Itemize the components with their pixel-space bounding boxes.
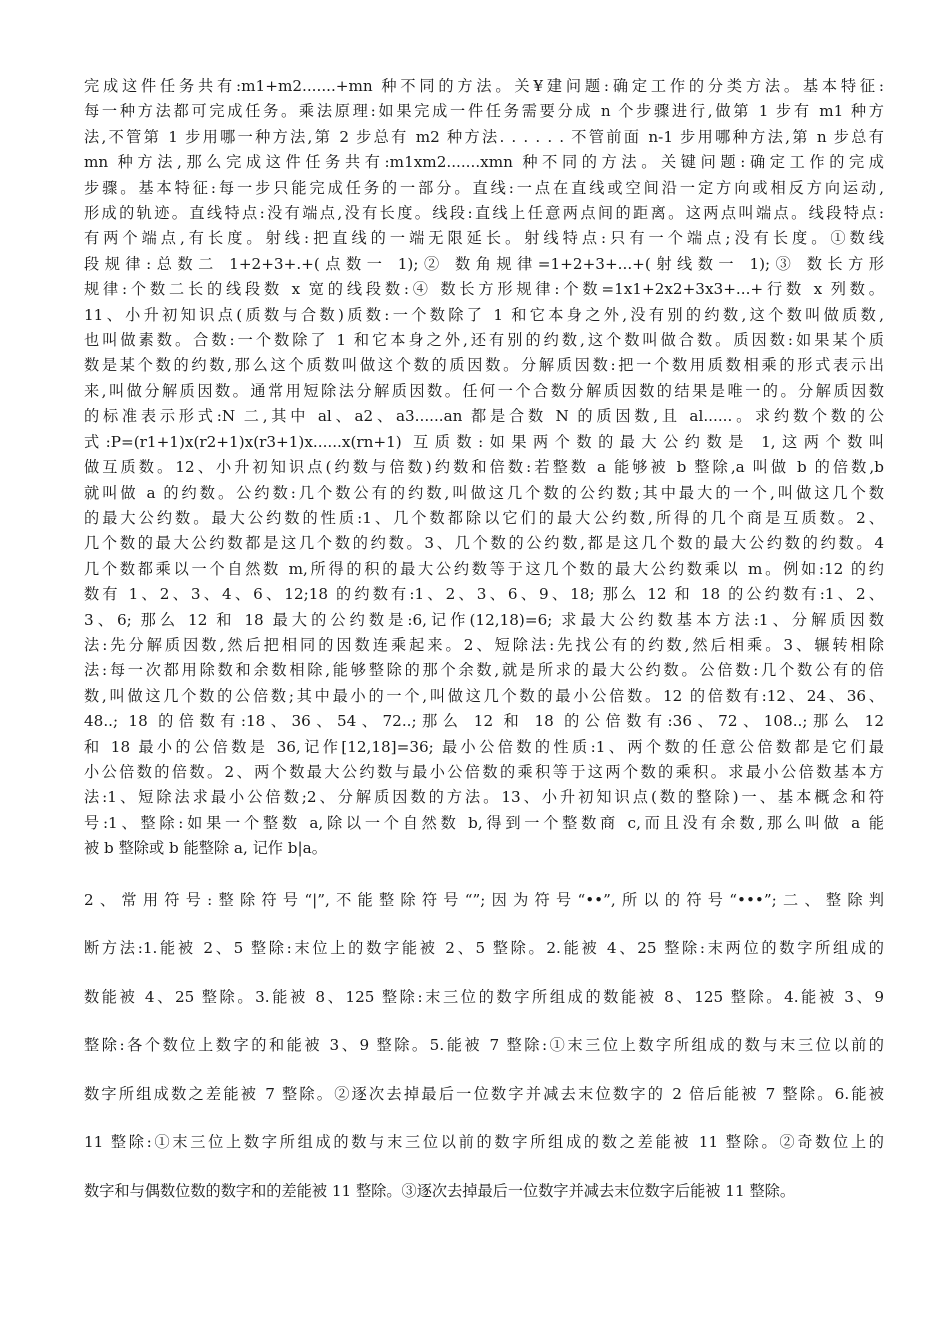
text-line: 数能被 4、25 整除。3.能被 8、125 整除:末三位的数字所组成的数能被 8、125 整除。4.能被 3、9 [84,987,884,1006]
text-line: 断方法:1.能被 2、5 整除:末位上的数字能被 2、5 整除。2.能被 4、25 整除:末两位的数字所组成的 [84,939,884,958]
text-line: 数,叫做这几个数的公倍数;其中最小的一个,叫做这几个数的最小公倍数。12 的倍数有:12、24、36、 [84,686,884,705]
text-line: 几个数的最大公约数都是这几个数的约数。3、几个数的公约数,都是这几个数的最大公约数的约数。4 [84,534,884,553]
text-line: 也叫做素数。合数:一个数除了 1 和它本身之外,还有别的约数,这个数叫做合数。质因数:如果某个质 [84,331,884,350]
text-line: 11 整除:①末三位上数字所组成的数与末三位以前的数字所组成的数之差能被 11 整除。②奇数位上的 [84,1133,884,1152]
text-line: 规律:个数二长的线段数 x 宽的线段数:④ 数长方形规律:个数=1x1+2x2+3x3+...+行数 x 列数。 [84,280,884,299]
text-line: 法,不管第 1 步用哪一种方法,第 2 步总有 m2 种方法. . . . . . 不管前面 n-1 步用哪种方法,第 n 步总有 [84,127,884,146]
text-line: 做互质数。12、小升初知识点(约数与倍数)约数和倍数:若整数 a 能够被 b 整除,a 叫做 b 的倍数,b [84,458,884,477]
text-line: 就叫做 a 的约数。公约数:几个数公有的约数,叫做这几个数的公约数;其中最大的一个,叫做这几个数 [84,483,884,502]
text-line: 步骤。基本特征:每一步只能完成任务的一部分。直线:一点在直线或空间沿一定方向或相反方向运动, [84,178,884,197]
document-page [84,74,884,1215]
text-line: 有两个端点,有长度。射线:把直线的一端无限延长。射线特点:只有一个端点;没有长度。①数线 [84,229,884,248]
text-line: 和 18 最小的公倍数是 36,记作[12,18]=36; 最小公倍数的性质:1、两个数的任意公倍数都是它们最 [84,737,884,756]
text-line: 几个数都乘以一个自然数 m,所得的积的最大公约数等于这几个数的最大公约数乘以 m。例如:12 的约 [84,559,884,578]
text-line: 的标准表示形式:N 二,其中 al、a2、a3......an 都是合数 N 的质因数,且 al......。求约数个数的公 [84,407,884,426]
text-line: 数是某个数的约数,那么这个质数叫做这个数的质因数。分解质因数:把一个数用质数相乘的形式表示出 [84,356,884,375]
text-line: 小公倍数的倍数。2、两个数最大公约数与最小公倍数的乘积等于这两个数的乘积。求最小公倍数基本方 [84,762,884,781]
text-line: 整除:各个数位上数字的和能被 3、9 整除。5.能被 7 整除:①末三位上数字所组成的数与末三位以前的 [84,1036,884,1055]
text-line: 完成这件任务共有:m1+m2.......+mn 种不同的方法。关¥建问题:确定工作的分类方法。基本特征: [84,77,884,95]
text-line: 被 b 整除或 b 能整除 a, 记作 b|a。 [84,839,327,858]
text-line: 数有 1、2、3、4、6、12;18 的约数有:1、2、3、6、9、18; 那么 12 和 18 的公约数有:1、2、 [84,585,884,604]
dense-text-block [84,74,884,862]
text-line: 号:1、整除:如果一个整数 a,除以一个自然数 b,得到一个整数商 c,而且没有余数,那么叫做 a 能 [84,813,884,832]
text-line: 段规律:总数二 1+2+3+.+(点数一 1);② 数角规律=1+2+3+...+(射线数一 1);③ 数长方形 [84,254,884,273]
text-line: 的最大公约数。最大公约数的性质:1、几个数都除以它们的最大公约数,所得的几个商是互质数。2、 [84,508,884,527]
text-line: 来,叫做分解质因数。通常用短除法分解质因数。任何一个合数分解质因数的结果是唯一的。分解质因数 [84,381,884,400]
text-line: 式:P=(r1+1)x(r2+1)x(r3+1)x......x(rn+1) 互质数:如果两个数的最大公约数是 1,这两个数叫 [84,432,884,451]
sparse-text-block [84,876,884,1216]
text-line: 法:1、短除法求最小公倍数;2、分解质因数的方法。13、小升初知识点(数的整除)一、基本概念和符 [84,788,884,807]
text-line: 数字和与偶数位数的数字和的差能被 11 整除。③逐次去掉最后一位数字并减去末位数字后能被 11 整除。 [84,1181,796,1200]
text-line: 法:每一次都用除数和余数相除,能够整除的那个余数,就是所求的最大公约数。公倍数:几个数公有的倍 [84,661,884,680]
text-line: 数字所组成数之差能被 7 整除。②逐次去掉最后一位数字并减去末位数字的 2 倍后能被 7 整除。6.能被 [84,1084,884,1103]
text-line: 形成的轨迹。直线特点:没有端点,没有长度。线段:直线上任意两点间的距离。这两点叫端点。线段特点: [84,204,884,223]
text-line: 48..; 18 的倍数有:18、36、54、72..;那么 12 和 18 的公倍数有:36、72、108..;那么 12 [84,712,884,731]
text-line: mn 种方法,那么完成这件任务共有:m1xm2.......xmn 种不同的方法。关键问题:确定工作的完成 [84,153,884,172]
text-line: 法:先分解质因数,然后把相同的因数连乘起来。2、短除法:先找公有的约数,然后相乘。3、辗转相除 [84,635,884,654]
text-line: 2、常用符号:整除符号“|”,不能整除符号“”;因为符号“••”,所以的符号“•••”;二、整除判 [84,890,884,909]
text-line: 11、小升初知识点(质数与合数)质数:一个数除了 1 和它本身之外,没有别的约数,这个数叫做质数, [84,305,884,324]
text-line: 每一种方法都可完成任务。乘法原理:如果完成一件任务需要分成 n 个步骤进行,做第 1 步有 m1 种方 [84,102,884,121]
text-line: 3、6; 那么 12 和 18 最大的公约数是:6,记作(12,18)=6; 求最大公约数基本方法:1、分解质因数 [84,610,884,629]
